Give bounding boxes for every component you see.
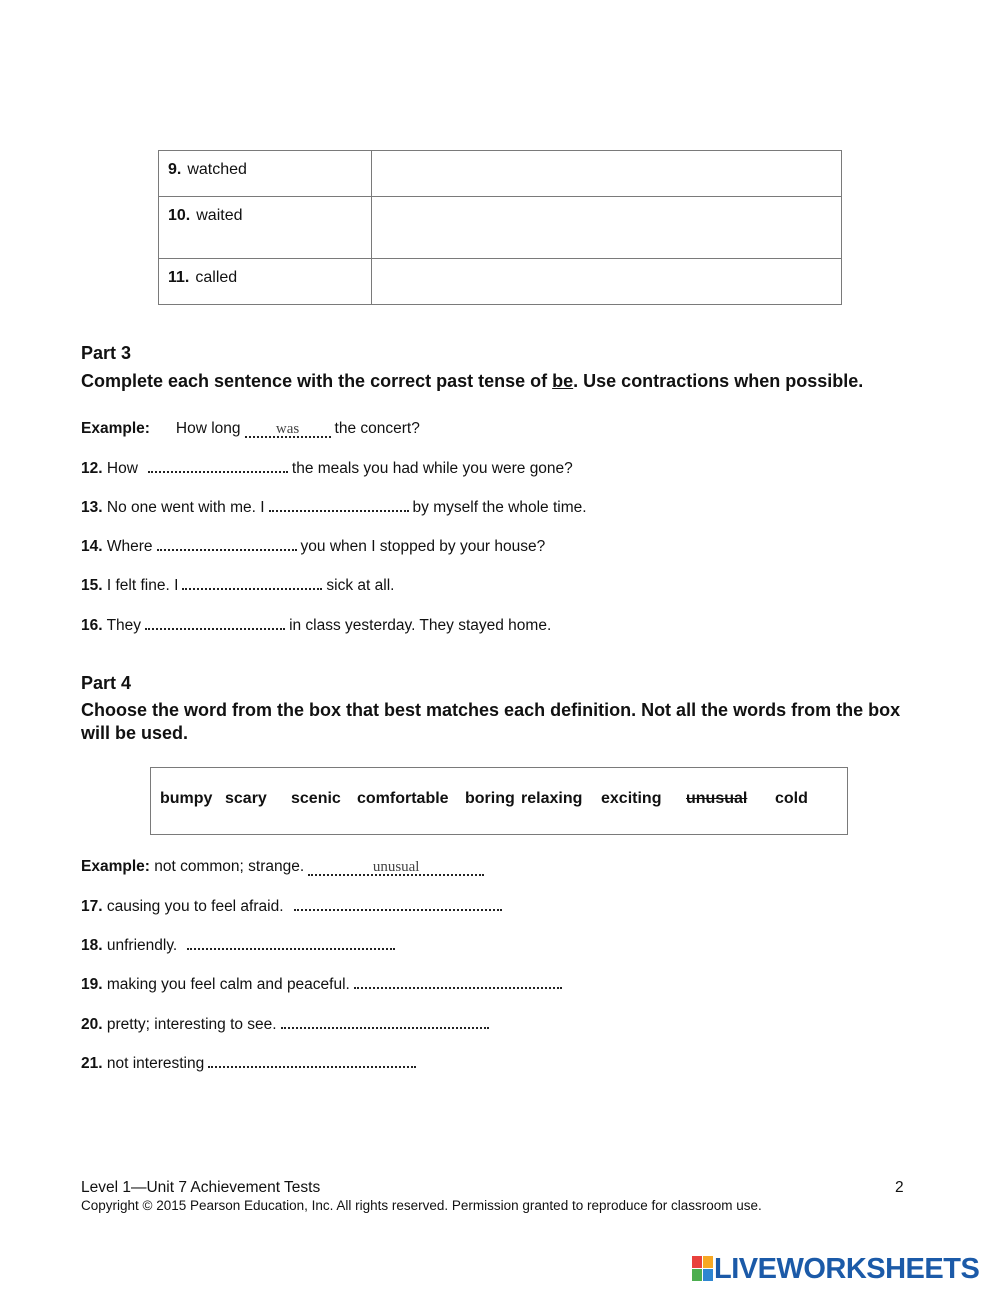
example-text: not common; strange. (154, 858, 305, 875)
definition-text: causing you to feel afraid. (106, 898, 284, 915)
part4-instruction: Choose the word from the box that best matches each definition. Not all the words from the box will be used. (81, 700, 901, 743)
item-number: 20. (81, 1016, 103, 1033)
example-text: How long (175, 420, 241, 437)
definition-line (81, 1015, 493, 1034)
table-row (159, 259, 842, 305)
item-number: 11. (168, 269, 190, 286)
item-number: 16. (81, 617, 103, 634)
verb-table (158, 150, 842, 305)
sentence-text: the meals you had while you were gone? (291, 460, 573, 477)
verb-word: called (195, 269, 238, 286)
item-number: 9. (168, 161, 182, 178)
word-bank-item: comfortable (357, 790, 449, 807)
example-answer: was (245, 422, 331, 438)
instruction-underlined: be (552, 371, 574, 391)
table-cell-word (159, 259, 372, 305)
answer-blank[interactable] (208, 1054, 416, 1068)
definition-line (81, 897, 506, 916)
item-number: 10. (168, 207, 191, 224)
instruction-text: Complete each sentence with the correct past tense of (81, 371, 553, 391)
word-bank-item: relaxing (521, 790, 583, 807)
word-bank-item-used: unusual (686, 790, 748, 807)
footer-title: Level 1—Unit 7 Achievement Tests (81, 1179, 321, 1196)
item-number: 13. (81, 499, 103, 516)
word-bank-item: bumpy (160, 790, 213, 807)
answer-blank[interactable] (145, 616, 285, 630)
instruction-text: . Use contractions when possible. (573, 371, 864, 391)
item-number: 18. (81, 937, 103, 954)
logo-text: LIVEWORKSHEETS (714, 1252, 980, 1285)
answer-blank[interactable] (281, 1015, 489, 1029)
sentence-text: They (106, 617, 142, 634)
sentence-line (81, 498, 587, 517)
part4-example (81, 858, 488, 876)
sentence-line (81, 616, 551, 635)
definition-line (81, 1054, 420, 1073)
item-number: 14. (81, 538, 103, 555)
part3-title: Part 3 (81, 343, 132, 363)
definition-text: unfriendly. (106, 937, 178, 954)
copyright: Copyright © 2015 Pearson Education, Inc. All rights reserved. Permission granted to reproduce for classroom use. (81, 1198, 762, 1213)
example-label: Example: (81, 420, 150, 437)
sentence-line (81, 537, 545, 556)
sentence-text: you when I stopped by your house? (300, 538, 546, 555)
word-bank-item: cold (775, 790, 808, 807)
word-box (150, 767, 848, 835)
definition-line (81, 975, 566, 994)
sentence-line (81, 576, 394, 595)
word-bank-item: scenic (291, 790, 341, 807)
answer-blank[interactable] (148, 459, 288, 473)
sentence-text: sick at all. (326, 577, 395, 594)
liveworksheets-logo (692, 1254, 979, 1284)
definition-text: pretty; interesting to see. (106, 1016, 277, 1033)
item-number: 12. (81, 460, 103, 477)
page-number: 2 (895, 1179, 904, 1196)
part3-instruction (81, 370, 911, 393)
sentence-text: in class yesterday. They stayed home. (289, 617, 552, 634)
answer-blank[interactable] (187, 936, 395, 950)
part4-title: Part 4 (81, 673, 132, 693)
answer-blank[interactable] (157, 537, 297, 551)
liveworksheets-logo-icon (692, 1256, 714, 1282)
answer-cell[interactable] (372, 197, 842, 259)
example-label: Example: (81, 858, 150, 875)
definition-line (81, 936, 399, 955)
answer-blank[interactable] (182, 576, 322, 590)
item-number: 15. (81, 577, 103, 594)
table-cell-word (159, 151, 372, 197)
word-bank-item: boring (465, 790, 515, 807)
table-row (159, 151, 842, 197)
table-cell-word (159, 197, 372, 259)
word-bank-item: exciting (601, 790, 662, 807)
item-number: 21. (81, 1055, 103, 1072)
example-text: the concert? (334, 420, 420, 437)
sentence-text: Where (106, 538, 153, 555)
sentence-text: How (106, 460, 138, 477)
answer-blank[interactable] (354, 975, 562, 989)
answer-cell[interactable] (372, 151, 842, 197)
example-answer: unusual (308, 860, 484, 876)
verb-word: watched (187, 161, 247, 178)
item-number: 19. (81, 976, 103, 993)
word-bank-item: scary (225, 790, 267, 807)
part3-example (81, 420, 420, 438)
definition-text: making you feel calm and peaceful. (106, 976, 350, 993)
sentence-text: by myself the whole time. (412, 499, 587, 516)
answer-blank[interactable] (294, 897, 502, 911)
answer-blank[interactable] (269, 498, 409, 512)
definition-text: not interesting (106, 1055, 205, 1072)
sentence-text: No one went with me. I (106, 499, 265, 516)
verb-word: waited (196, 207, 243, 224)
table-row (159, 197, 842, 259)
item-number: 17. (81, 898, 103, 915)
answer-cell[interactable] (372, 259, 842, 305)
sentence-line (81, 459, 573, 478)
sentence-text: I felt fine. I (106, 577, 179, 594)
